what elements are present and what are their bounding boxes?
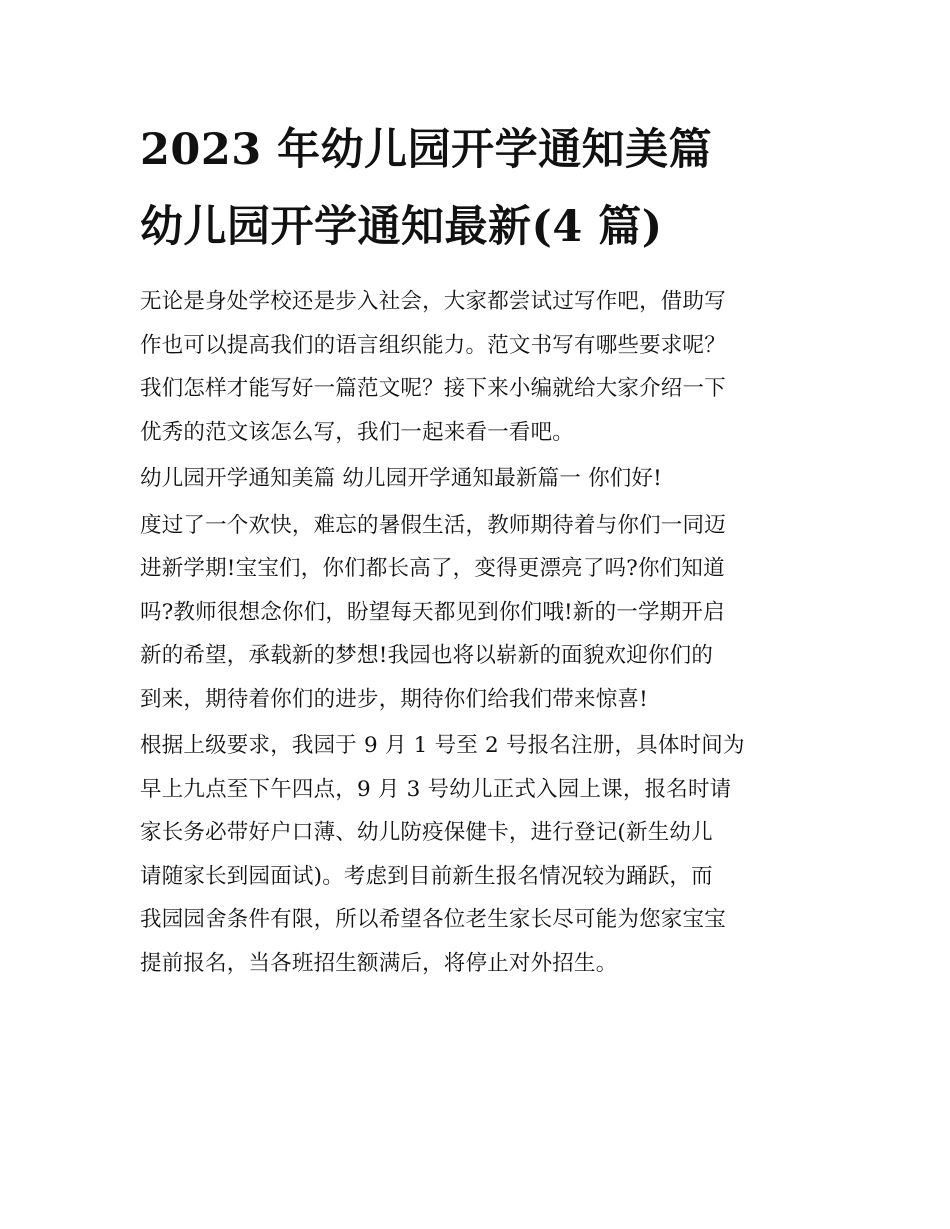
text-line: 早上九点至下午四点，9 月 3 号幼儿正式入园上课，报名时请 bbox=[140, 776, 732, 802]
text-line: 根据上级要求，我园于 9 月 1 号至 2 号报名注册，具体时间为 bbox=[140, 733, 745, 758]
text-line: 新的希望，承载新的梦想!我园也将以崭新的面貌欢迎你们的 bbox=[140, 643, 714, 668]
intro-paragraph bbox=[140, 280, 812, 454]
text-line: 我们怎样才能写好一篇范文呢？接下来小编就给大家介绍一下 bbox=[140, 376, 726, 401]
registration-notice-paragraph bbox=[140, 724, 812, 985]
document-title bbox=[140, 112, 812, 266]
text-line: 提前报名，当各班招生额满后，将停止对外招生。 bbox=[140, 950, 618, 976]
section-subheading bbox=[140, 457, 812, 501]
text-line: 无论是身处学校还是步入社会，大家都尝试过写作吧，借助写 bbox=[140, 289, 726, 314]
text-line: 到来，期待着你们的进步，期待你们给我们带来惊喜! bbox=[140, 686, 648, 712]
text-line: 进新学期!宝宝们，你们都长高了，变得更漂亮了吗?你们知道 bbox=[140, 556, 725, 581]
title-line: 幼儿园开学通知最新(4 篇) bbox=[140, 202, 663, 252]
greeting-paragraph bbox=[140, 504, 812, 722]
document-content bbox=[140, 112, 812, 985]
text-line: 优秀的范文该怎么写，我们一起来看一看吧。 bbox=[140, 419, 575, 445]
text-line: 吗?教师很想念你们，盼望每天都见到你们哦!新的一学期开启 bbox=[140, 599, 725, 625]
text-line: 家长务必带好户口薄、幼儿防疫保健卡，进行登记(新生幼儿 bbox=[140, 820, 713, 845]
text-line: 我园园舍条件有限，所以希望各位老生家长尽可能为您家宝宝 bbox=[140, 907, 726, 932]
text-line: 度过了一个欢快，难忘的暑假生活，教师期待着与你们一同迈 bbox=[140, 512, 726, 538]
text-line: 作也可以提高我们的语言组织能力。范文书写有哪些要求呢？ bbox=[140, 332, 726, 358]
text-line: 请随家长到园面试)。考虑到目前新生报名情况较为踊跃，而 bbox=[140, 863, 713, 889]
title-line: 2023 年幼儿园开学通知美篇 bbox=[140, 125, 713, 175]
text-line: 幼儿园开学通知美篇 幼儿园开学通知最新篇一 你们好! bbox=[140, 466, 663, 491]
